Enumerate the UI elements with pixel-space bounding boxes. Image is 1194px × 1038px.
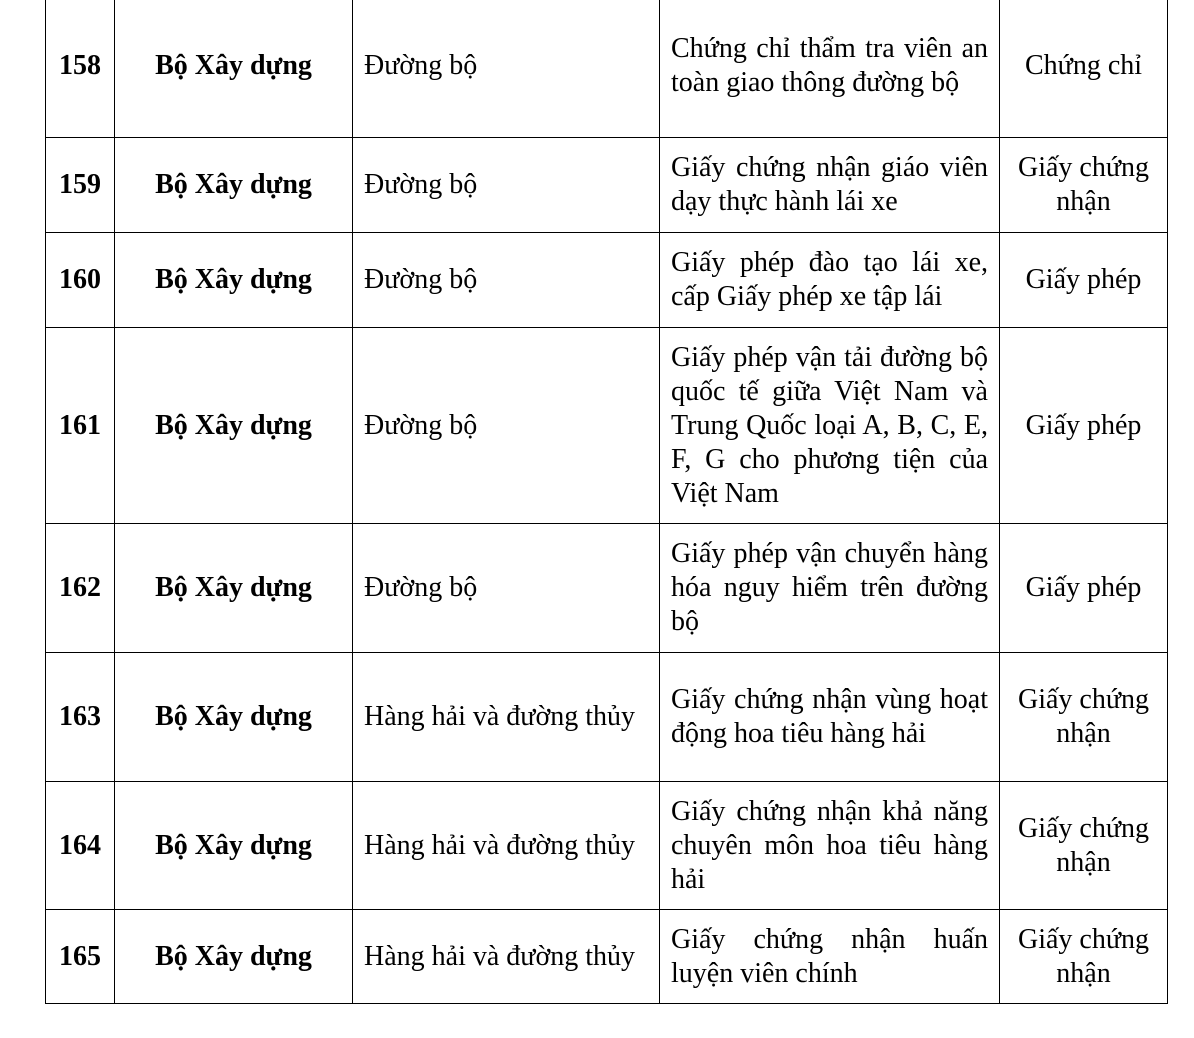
field-cell: Hàng hải và đường thủy [353, 653, 660, 782]
document-type-cell: Chứng chỉ [1000, 0, 1168, 138]
row-number: 165 [46, 910, 115, 1004]
row-number: 160 [46, 233, 115, 328]
agency-cell: Bộ Xây dựng [115, 138, 353, 233]
field-cell: Hàng hải và đường thủy [353, 910, 660, 1004]
row-number: 164 [46, 782, 115, 910]
table-row [46, 653, 1168, 782]
table-row [46, 910, 1168, 1004]
document-type-cell: Giấy chứng nhận [1000, 653, 1168, 782]
document-name-cell: Chứng chỉ thẩm tra viên an toàn giao thông đường bộ [660, 0, 1000, 138]
agency-cell: Bộ Xây dựng [115, 328, 353, 524]
agency-cell: Bộ Xây dựng [115, 233, 353, 328]
field-cell: Đường bộ [353, 328, 660, 524]
document-type-cell: Giấy phép [1000, 524, 1168, 653]
agency-cell: Bộ Xây dựng [115, 782, 353, 910]
document-name-cell: Giấy chứng nhận vùng hoạt động hoa tiêu hàng hải [660, 653, 1000, 782]
document-name-cell: Giấy chứng nhận khả năng chuyên môn hoa tiêu hàng hải [660, 782, 1000, 910]
agency-cell: Bộ Xây dựng [115, 0, 353, 138]
document-name-cell: Giấy phép vận tải đường bộ quốc tế giữa Việt Nam và Trung Quốc loại A, B, C, E, F, G cho phương tiện của Việt Nam [660, 328, 1000, 524]
row-number: 163 [46, 653, 115, 782]
document-type-cell: Giấy chứng nhận [1000, 138, 1168, 233]
field-cell: Đường bộ [353, 233, 660, 328]
row-number: 162 [46, 524, 115, 653]
field-cell: Đường bộ [353, 138, 660, 233]
table-row [46, 782, 1168, 910]
table-row [46, 233, 1168, 328]
field-cell: Hàng hải và đường thủy [353, 782, 660, 910]
field-cell: Đường bộ [353, 524, 660, 653]
document-name-cell: Giấy chứng nhận giáo viên dạy thực hành lái xe [660, 138, 1000, 233]
table-row [46, 328, 1168, 524]
document-type-cell: Giấy chứng nhận [1000, 910, 1168, 1004]
table-row [46, 524, 1168, 653]
row-number: 161 [46, 328, 115, 524]
field-cell: Đường bộ [353, 0, 660, 138]
table-row [46, 0, 1168, 138]
document-name-cell: Giấy phép đào tạo lái xe, cấp Giấy phép xe tập lái [660, 233, 1000, 328]
agency-cell: Bộ Xây dựng [115, 524, 353, 653]
document-type-cell: Giấy phép [1000, 233, 1168, 328]
document-type-cell: Giấy phép [1000, 328, 1168, 524]
table-row [46, 138, 1168, 233]
agency-cell: Bộ Xây dựng [115, 653, 353, 782]
document-name-cell: Giấy phép vận chuyển hàng hóa nguy hiểm trên đường bộ [660, 524, 1000, 653]
document-type-cell: Giấy chứng nhận [1000, 782, 1168, 910]
document-name-cell: Giấy chứng nhận huấn luyện viên chính [660, 910, 1000, 1004]
procedures-table [45, 0, 1168, 1004]
row-number: 159 [46, 138, 115, 233]
agency-cell: Bộ Xây dựng [115, 910, 353, 1004]
row-number: 158 [46, 0, 115, 138]
